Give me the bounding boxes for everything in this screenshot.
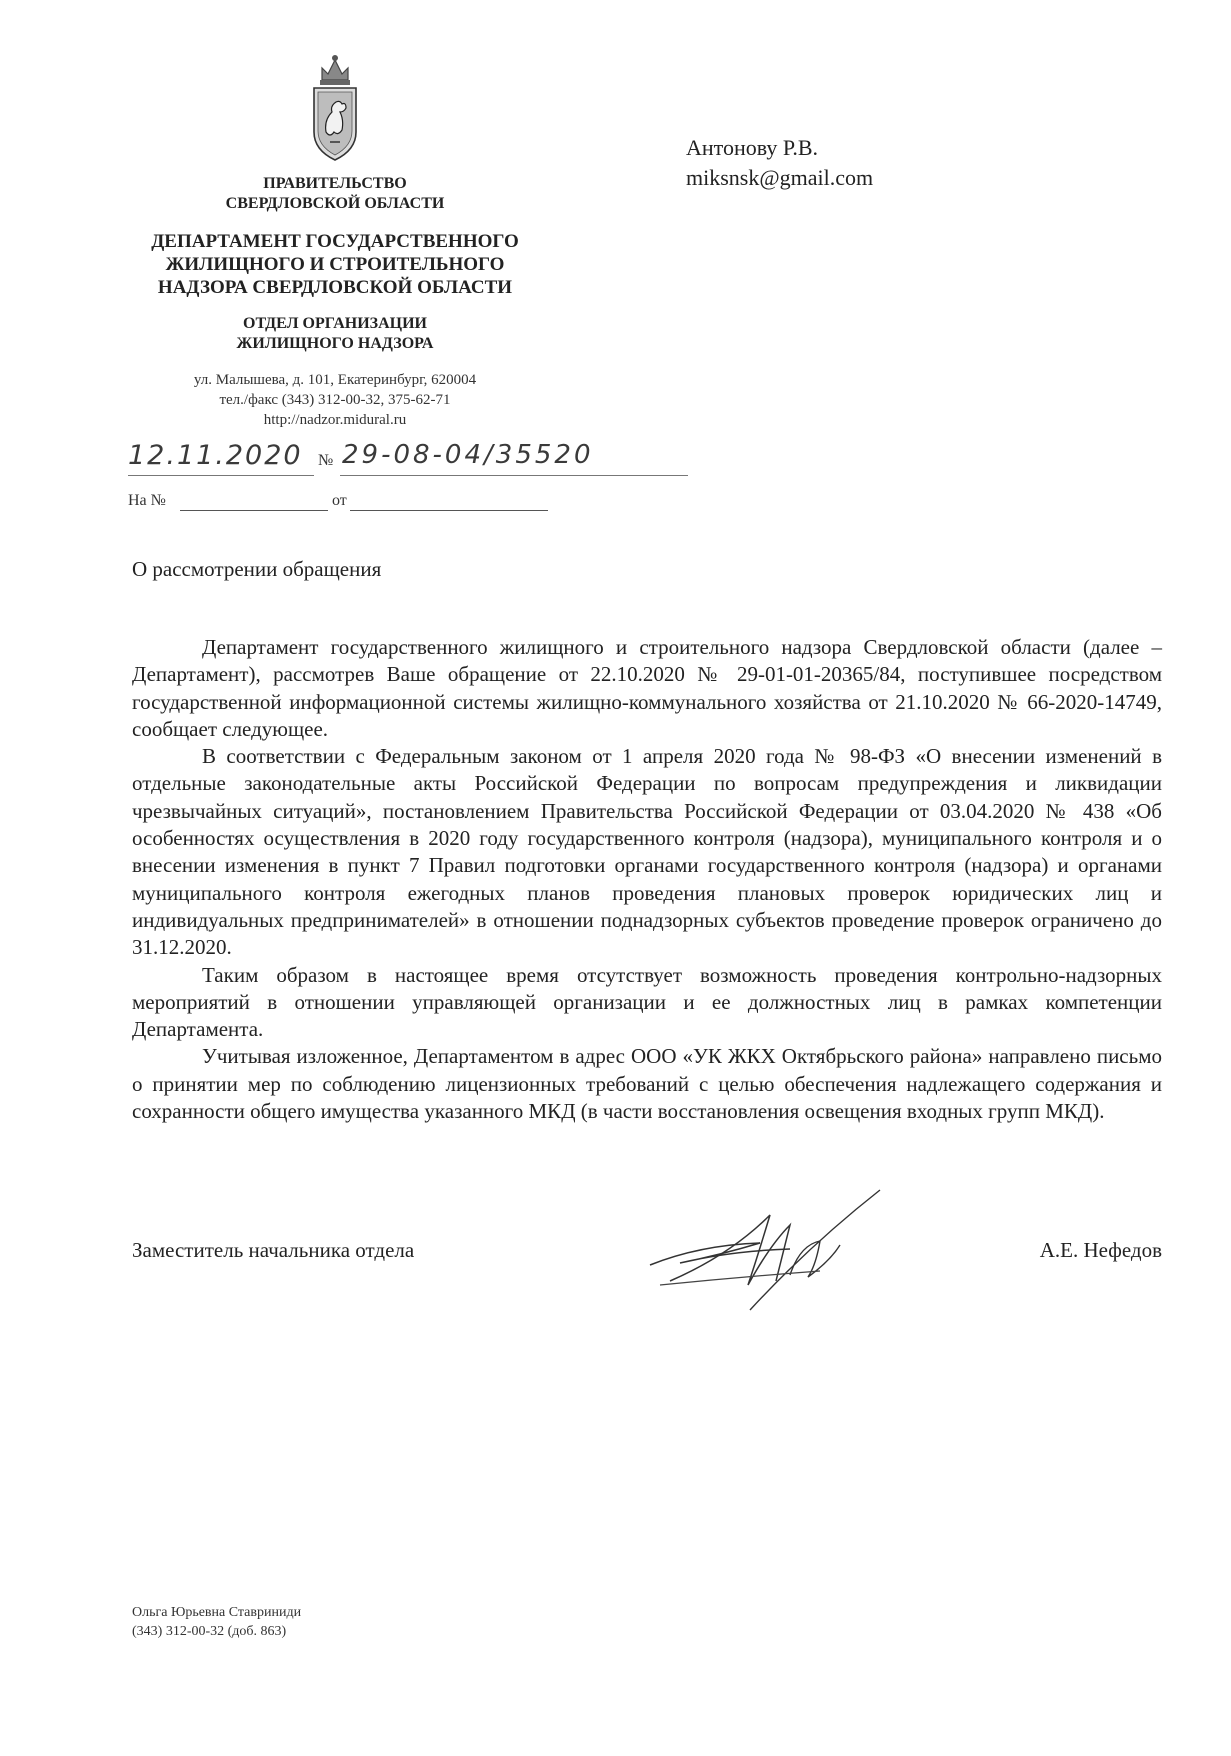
body-paragraph: В соответствии с Федеральным законом от 1 апреля 2020 года № 98-ФЗ «О внесении изменений в отдельные законодательные акты Российской Федерации по вопросам предупреждения и ликвидации чрезвычайных ситуаций», постановлением Правительства Российской Федерации от 03.04.2020 № 438 «Об особенностях осуществления в 2020 году государственного контроля (надзора), муниципального контроля и о внесении изменения в пункт 7 Правил подготовки органами государственного контроля (надзора) и органами муниципального контроля ежегодных планов проведения плановых проверок юридических лиц и индивидуальных предпринимателей» в отношении поднадзорных субъектов проведение проверок ограничено до 31.12.2020. (132, 744, 1162, 960)
reply-from-label: от (332, 492, 347, 509)
reply-reference-row (128, 492, 568, 518)
phone-text: тел./факс (343) 312-00-32, 375-62-71 (219, 392, 451, 408)
signer-title: Заместитель начальника отдела (132, 1238, 415, 1262)
address-text: ул. Малышева, д. 101, Екатеринбург, 620004 (193, 372, 477, 388)
executor-phone: (343) 312-00-32 (доб. 863) (132, 1624, 287, 1639)
reply-date-line (350, 510, 548, 511)
website-text: http://nadzor.midural.ru (263, 412, 407, 428)
registration-row (128, 440, 688, 480)
executor-name: Ольга Юрьевна Ставриниди (132, 1605, 302, 1620)
government-line: ПРАВИТЕЛЬСТВО (263, 175, 407, 192)
body-paragraph: Учитывая изложенное, Департаментом в адрес ООО «УК ЖКХ Октябрьского района» направлено письмо о принятии мер по соблюдению лицензионных требований с целью обеспечения надлежащего содержания и сохранности общего имущества указанного МКД (в части восстановления освещения входных групп МКД). (132, 1044, 1162, 1124)
division-line: ЖИЛИЩНОГО НАДЗОРА (236, 335, 434, 352)
department-line: НАДЗОРА СВЕРДЛОВСКОЙ ОБЛАСТИ (157, 277, 513, 298)
government-header (150, 174, 520, 214)
division-line: ОТДЕЛ ОРГАНИЗАЦИИ (243, 315, 427, 332)
signer-name: А.Е. Нефедов (1039, 1238, 1162, 1262)
body-paragraph: Департамент государственного жилищного и строительного надзора Свердловской области (далее – Департамент), рассмотрев Ваше обращение от 22.10.2020 № 29-01-01-20365/84, поступившее посредством государственной информационной системы жилищно-коммунального хозяйства от 21.10.2020 № 66-2020-14749, сообщает следующее. (132, 635, 1162, 741)
registration-date: 12.11.2020 (128, 440, 303, 471)
department-line: ЖИЛИЩНОГО И СТРОИТЕЛЬНОГО (165, 254, 505, 275)
registration-number: 29-08-04/35520 (342, 440, 594, 470)
recipient-email: miksnsk@gmail.com (686, 165, 874, 190)
signature-row (132, 1238, 1162, 1278)
number-underline (340, 475, 688, 476)
number-label: № (318, 452, 334, 469)
reply-number-line (180, 510, 328, 511)
department-line: ДЕПАРТАМЕНТ ГОСУДАРСТВЕННОГО (151, 231, 519, 252)
reply-prefix: На № (128, 492, 166, 509)
letter-body (132, 634, 1162, 1125)
recipient-name: Антонову Р.В. (686, 135, 819, 160)
date-underline (128, 475, 314, 476)
department-header (110, 230, 560, 299)
coat-of-arms-emblem (300, 50, 370, 170)
executor-block (132, 1603, 301, 1641)
contact-block (130, 370, 540, 430)
body-paragraph: Таким образом в настоящее время отсутствует возможность проведения контрольно-надзорных мероприятий в отношении управляющей организации и ее должностных лиц в рамках компетенции Департамента. (132, 962, 1162, 1042)
recipient-block (686, 133, 873, 193)
subject-line: О рассмотрении обращения (132, 557, 382, 581)
government-line: СВЕРДЛОВСКОЙ ОБЛАСТИ (225, 195, 445, 212)
division-header (150, 314, 520, 354)
